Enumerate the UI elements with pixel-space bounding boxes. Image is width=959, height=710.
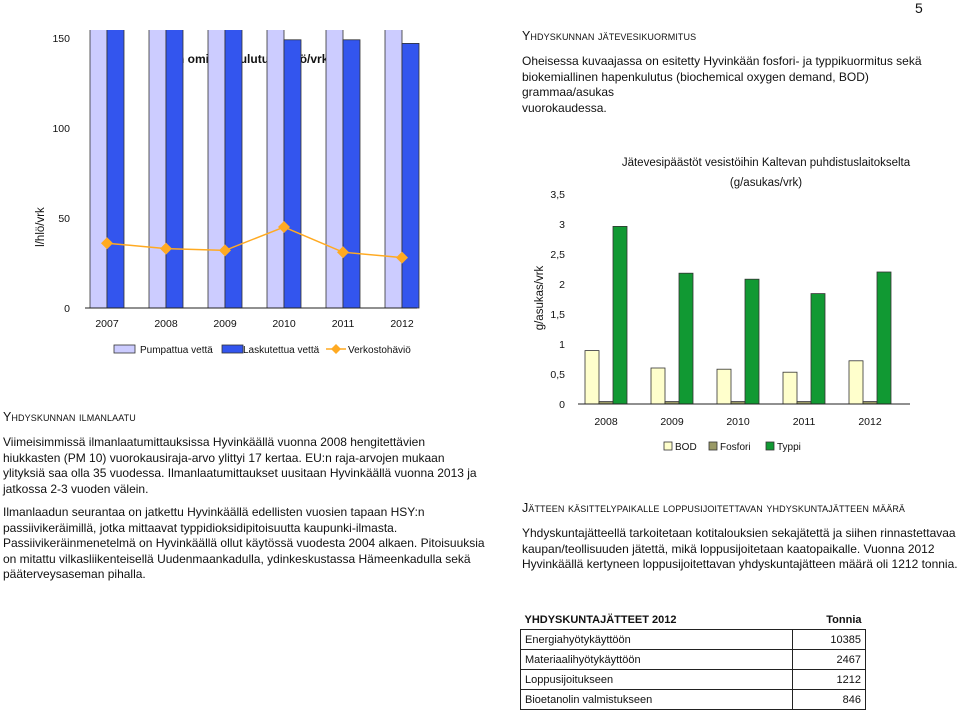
water-bar-pumped xyxy=(208,30,225,308)
water-y-axis-label: l/hlö/vrk xyxy=(35,207,47,247)
water-x-tick-label: 2010 xyxy=(272,318,296,330)
waste-heading: Jätteen käsittelypaikalle loppusijoitettavan yhdyskuntajätteen määrä xyxy=(522,501,906,515)
table-header-category: YHDYSKUNTAJÄTTEET 2012 xyxy=(521,610,793,630)
water-bar-billed xyxy=(284,40,301,308)
water-legend xyxy=(114,344,411,356)
waste-table xyxy=(520,610,866,710)
legend-label-typpi: Typpi xyxy=(777,442,801,453)
effluent-y-tick-label: 3,5 xyxy=(550,189,565,201)
legend-label-billed: Laskutettua vettä xyxy=(243,345,320,356)
effluent-y-tick-label: 1,5 xyxy=(550,309,565,321)
water-x-tick-label: 2011 xyxy=(331,318,355,330)
effluent-chart xyxy=(520,140,959,470)
effluent-x-tick-label: 2011 xyxy=(792,416,816,428)
effluent-y-ticks xyxy=(550,189,565,411)
water-bar-billed xyxy=(166,30,183,308)
table-cell-tonnes: 1212 xyxy=(792,670,865,690)
effluent-y-tick-label: 1 xyxy=(559,339,565,351)
legend-swatch-fosfori xyxy=(709,442,717,450)
wastewater-paragraph xyxy=(522,54,959,116)
legend-label-fosfori: Fosfori xyxy=(720,442,751,453)
legend-label-loss: Verkostohäviö xyxy=(348,345,411,356)
water-x-tick-label: 2008 xyxy=(154,318,178,330)
effluent-x-tick-label: 2012 xyxy=(858,416,882,428)
text-line: jatkossa 2-3 vuoden välein. xyxy=(3,481,149,496)
effluent-bar-typpi xyxy=(679,273,693,404)
table-row xyxy=(521,630,866,650)
effluent-x-tick-label: 2010 xyxy=(726,416,750,428)
text-line: Oheisessa kuvaajassa on esitetty Hyvinkään fosfori- ja typpikuormitus sekä xyxy=(522,54,922,68)
effluent-bar-bod xyxy=(651,368,665,404)
effluent-bars xyxy=(585,226,891,404)
text-line: Passiivikeräinmenetelmä on Hyvinkäällä ollut käytössä vuodesta 2004 alkaen. Pitoisuuksia xyxy=(3,536,485,550)
effluent-y-tick-label: 0 xyxy=(559,399,565,411)
water-x-tick-label: 2007 xyxy=(95,318,119,330)
wastewater-heading: Yhdyskunnan jätevesikuormitus xyxy=(522,29,697,43)
text-line: biokemiallinen hapenkulutus (biochemical oxygen demand, BOD) grammaa/asukas xyxy=(522,69,869,99)
text-line: Ilmanlaadun seurantaa on jatkettu Hyvinkäällä edellisten vuosien tapaan HSY:n xyxy=(3,505,425,519)
legend-swatch-bod xyxy=(664,442,672,450)
legend-label-bod: BOD xyxy=(675,442,697,453)
table-header-row xyxy=(521,610,866,630)
water-y-tick-label: 150 xyxy=(52,33,70,45)
water-x-ticks xyxy=(95,318,414,330)
table-row xyxy=(521,650,866,670)
text-line: vuorokaudessa. xyxy=(522,100,607,115)
table-cell-tonnes: 10385 xyxy=(792,630,865,650)
effluent-bar-bod xyxy=(717,369,731,404)
legend-swatch-billed xyxy=(222,345,243,353)
text-line: Hyvinkäällä kertyneen loppusijoitettavan yhdyskuntajätteen määrä oli 1212 tonnia. xyxy=(522,557,958,571)
water-bar-pumped xyxy=(385,30,402,308)
water-bar-pumped xyxy=(90,30,107,308)
table-cell-category: Loppusijoitukseen xyxy=(521,670,793,690)
text-line: Yhdyskuntajätteellä tarkoitetaan kotitalouksien sekajätettä ja siihen rinnastettavaa xyxy=(522,526,956,540)
water-bar-billed xyxy=(107,30,124,308)
table-row xyxy=(521,690,866,710)
legend-swatch-pumped xyxy=(114,345,135,353)
effluent-chart-title-line2: (g/asukas/vrk) xyxy=(729,177,803,189)
legend-label-pumped: Pumpattua vettä xyxy=(140,345,213,356)
water-consumption-chart xyxy=(0,30,420,370)
table-row xyxy=(521,670,866,690)
effluent-bar-bod xyxy=(849,361,863,404)
effluent-y-tick-label: 2 xyxy=(559,279,565,291)
effluent-x-tick-label: 2008 xyxy=(594,416,618,428)
water-bar-pumped xyxy=(267,30,284,308)
waste-paragraph xyxy=(522,526,958,573)
effluent-y-tick-label: 3 xyxy=(559,219,565,231)
effluent-bar-typpi xyxy=(877,272,891,404)
effluent-x-ticks xyxy=(594,416,882,428)
text-line: Viimeisimmissä ilmanlaatumittauksissa Hyvinkäällä vuonna 2008 hengitettävien xyxy=(3,435,425,449)
water-bar-billed xyxy=(343,40,360,308)
water-chart-title: l/hlö/vrk xyxy=(282,52,329,66)
air-quality-heading: Yhdyskunnan ilmanlaatu xyxy=(3,410,136,424)
effluent-bar-typpi xyxy=(811,294,825,404)
legend-marker-loss xyxy=(331,344,341,354)
effluent-bar-typpi xyxy=(613,226,627,404)
water-y-ticks xyxy=(52,30,70,315)
table-cell-category: Bioetanolin valmistukseen xyxy=(521,690,793,710)
text-line: passiivikeräimillä, jotka mittaavat typpidioksidipitoisuutta kaupunki-ilmasta. xyxy=(3,520,398,535)
effluent-legend xyxy=(664,442,801,453)
effluent-y-axis-label: g/asukas/vrk xyxy=(534,265,546,331)
table-header-tonnes: Tonnia xyxy=(792,610,865,630)
water-bar-pumped xyxy=(149,30,166,308)
effluent-y-tick-label: 0,5 xyxy=(550,369,565,381)
water-x-tick-label: 2012 xyxy=(390,318,414,330)
effluent-chart-title-line1: Jätevesipäästöt vesistöihin Kaltevan puhdistuslaitokselta xyxy=(621,157,911,169)
table-cell-category: Materiaalihyötykäyttöön xyxy=(521,650,793,670)
effluent-bar-typpi xyxy=(745,279,759,404)
text-line: hiukkasten (PM 10) vuorokausiraja-arvo ylittyi 17 kertaa. EU:n raja-arvojen mukaan xyxy=(3,450,445,465)
water-y-tick-label: 0 xyxy=(64,303,70,315)
table-cell-category: Energiahyötykäyttöön xyxy=(521,630,793,650)
text-line: on mitattu vilkasliikenteisellä Uudenmaankadulla, ydinkeskustassa Hämeenkadulla sekä xyxy=(3,551,471,566)
text-line: pääterveysaseman pihalla. xyxy=(3,567,146,581)
air-quality-paragraph-2 xyxy=(3,505,485,583)
table-cell-tonnes: 846 xyxy=(792,690,865,710)
water-bar-billed xyxy=(402,43,419,308)
effluent-x-tick-label: 2009 xyxy=(660,416,684,428)
water-bar-pumped xyxy=(326,30,343,308)
text-line: kaupan/teollisuuden jätettä, mikä loppusijoitetaan kaatopaikalle. Vuonna 2012 xyxy=(522,541,935,556)
water-x-tick-label: 2009 xyxy=(213,318,237,330)
page-number: 5 xyxy=(915,0,923,16)
legend-swatch-typpi xyxy=(766,442,774,450)
effluent-bar-bod xyxy=(585,351,599,404)
effluent-y-tick-label: 2,5 xyxy=(550,249,565,261)
table-cell-tonnes: 2467 xyxy=(792,650,865,670)
water-y-tick-label: 50 xyxy=(58,213,70,225)
text-line: ylityksiä saa olla 35 vuodessa. Ilmanlaatumittaukset uusitaan Hyvinkäällä vuonna 2013 ja xyxy=(3,466,477,480)
water-bar-billed xyxy=(225,30,242,308)
water-bars xyxy=(90,30,419,308)
air-quality-paragraph-1 xyxy=(3,435,477,497)
effluent-bar-bod xyxy=(783,372,797,404)
water-y-tick-label: 100 xyxy=(52,123,70,135)
water-loss-line xyxy=(101,221,408,264)
